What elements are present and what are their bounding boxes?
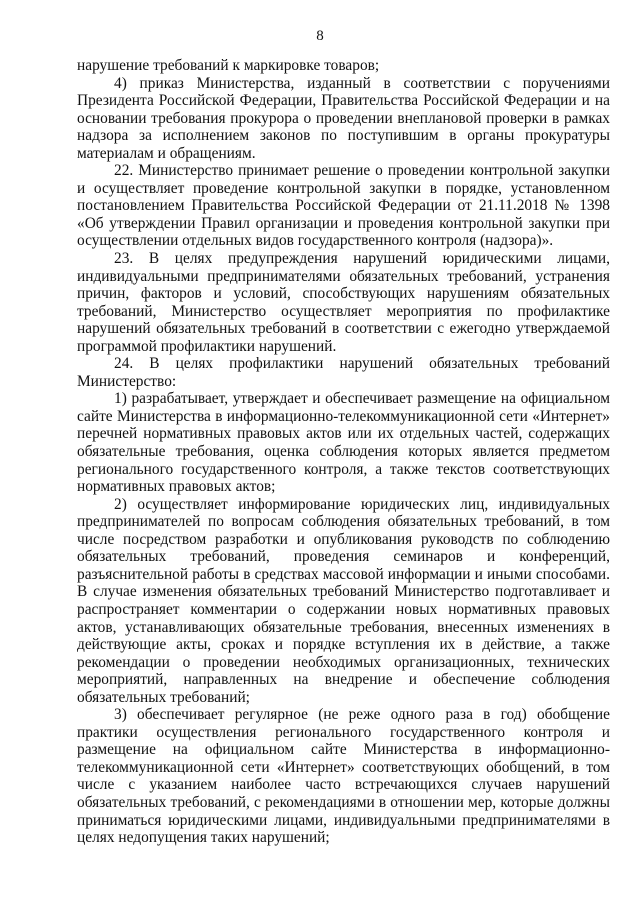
- paragraph-23: 23. В целях предупреждения нарушений юридическими лицами, индивидуальными предпринимателями обязательных требований, устранения причин, факторов и условий, способствующих нарушениям обязательных требований, Министерство осуществляет мероприятия по профилактике нарушений обязательных требований в соответствии с ежегодно утверждаемой программой профилактики нарушений.: [77, 250, 610, 355]
- paragraph-24-item-3: 3) обеспечивает регулярное (не реже одного раза в год) обобщение практики осуществления регионального государственного контроля и размещение на официальном сайте Министерства в информационно-телекоммуникационной сети «Интернет» соответствующих обобщений, в том числе с указанием наиболее часто встречающихся случаев нарушений обязательных требований, с рекомендациями в отношении мер, которые должны приниматься юридическими лицами, индивидуальными предпринимателями в целях недопущения таких нарушений;: [77, 706, 610, 847]
- paragraph-item-4-order: 4) приказ Министерства, изданный в соответствии с поручениями Президента Российской Федерации, Правительства Российской Федерации и на основании требования прокурора о проведении внеплановой проверки в рамках надзора за исполнением законов по поступившим в органы прокуратуры материалам и обращениям.: [77, 74, 610, 162]
- paragraph-24: 24. В целях профилактики нарушений обязательных требований Министерство:: [77, 355, 610, 390]
- page-number: 8: [316, 28, 324, 44]
- paragraph-24-item-1: 1) разрабатывает, утверждает и обеспечивает размещение на официальном сайте Министерства в информационно-телекоммуникационной сети «Интернет» перечней нормативных правовых актов или их отдельных частей, содержащих обязательные требования, оценка соблюдения которых является предметом регионального государственного контроля, а также текстов соответствующих нормативных правовых актов;: [77, 390, 610, 496]
- paragraph-22: 22. Министерство принимает решение о проведении контрольной закупки и осуществляет проведение контрольной закупки в порядке, установленном постановлением Правительства Российской Федерации от 21.11.2018 № 1398 «Об утверждении Правил организации и проведения контрольной закупки при осуществлении отдельных видов государственного контроля (надзора)».: [77, 162, 610, 250]
- paragraph-continuation: нарушение требований к маркировке товаров;: [77, 57, 380, 74]
- paragraph-24-item-2: 2) осуществляет информирование юридических лиц, индивидуальных предпринимателей по вопросам соблюдения обязательных требований, в том числе посредством разработки и опубликования руководств по соблюдению обязательных требований, проведения семинаров и конференций, разъяснительной работы в средствах массовой информации и иными способами. В случае изменения обязательных требований Министерство подготавливает и распространяет комментарии о содержании новых нормативных правовых актов, устанавливающих обязательные требования, внесенных изменениях в действующие акты, сроках и порядке вступления их в действие, а также рекомендации о проведении необходимых организационных, технических мероприятий, направленных на внедрение и обеспечение соблюдения обязательных требований;: [77, 495, 610, 706]
- body-text: [77, 57, 610, 847]
